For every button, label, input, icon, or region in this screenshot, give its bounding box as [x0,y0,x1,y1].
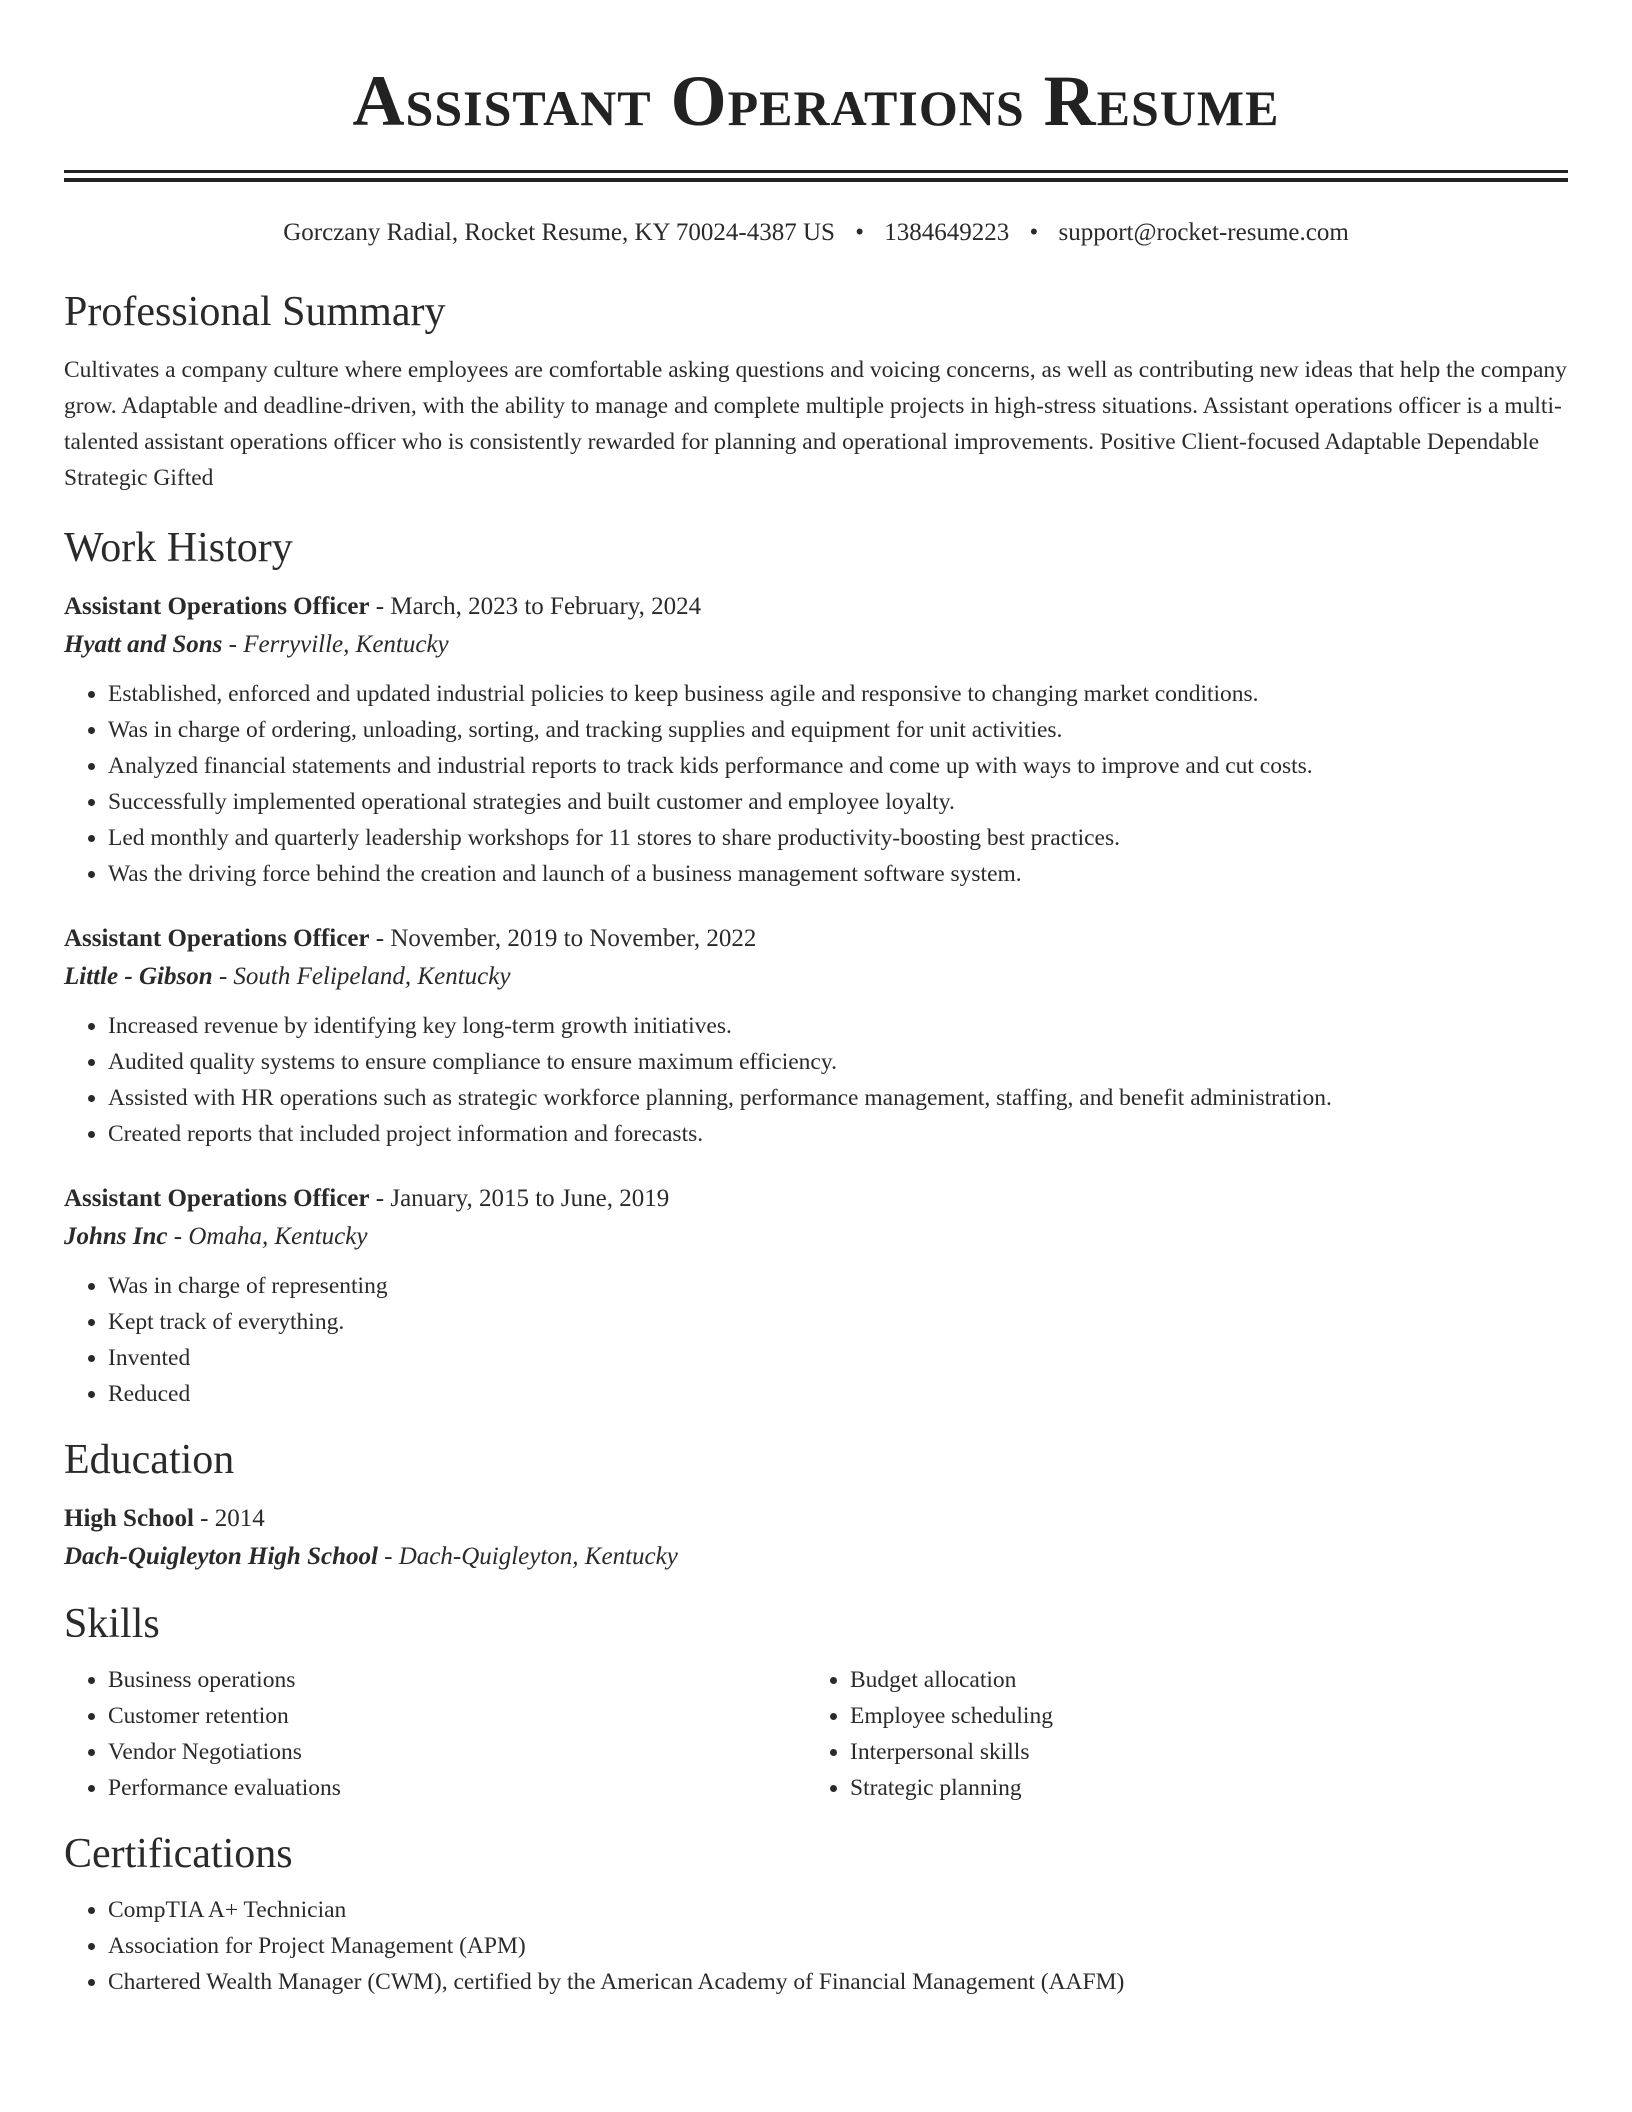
company-name: Johns Inc [64,1223,168,1250]
certification-item: • Chartered Wealth Manager (CWM), certified by the American Academy of Financial Management (AAFM) [108,1964,1568,2000]
job-title: Assistant Operations Officer [64,925,370,952]
company-line [64,626,1568,664]
job-dates: - January, 2015 to June, 2019 [369,1185,670,1212]
job-duties-list [64,1268,1568,1412]
skill-item: • Vendor Negotiations [108,1734,806,1770]
certification-item: • CompTIA A+ Technician [108,1892,1568,1928]
job-title-line [64,588,1568,626]
job-duties-list [64,676,1568,892]
job-duty: • Established, enforced and updated industrial policies to keep business agile and responsive to changing market conditions. [108,676,1568,712]
graduation-year: - 2014 [193,1505,265,1532]
job-duty: • Reduced [108,1376,1568,1412]
skills-heading: Skills [64,1601,160,1647]
degree: High School [64,1505,194,1532]
skill-item: • Business operations [108,1662,806,1698]
company-location: - Omaha, Kentucky [167,1223,368,1250]
contact-separator: • [1029,219,1039,246]
skills-list [64,1662,806,1806]
job-duty: • Was in charge of representing [108,1268,1568,1304]
company-name: Hyatt and Sons [64,631,223,658]
skills-column-right [806,1662,1548,1806]
skills-grid [64,1662,1568,1806]
skill-item: • Interpersonal skills [850,1734,1548,1770]
skill-item: • Employee scheduling [850,1698,1548,1734]
job-duty: • Kept track of everything. [108,1304,1568,1340]
job-duty: • Analyzed financial statements and industrial reports to track kids performance and come up with ways to improve and cut costs. [108,748,1568,784]
job-entry [64,588,1568,892]
education-heading: Education [64,1437,235,1483]
job-duty: • Was in charge of ordering, unloading, sorting, and tracking supplies and equipment for unit activities. [108,712,1568,748]
job-entry [64,1180,1568,1412]
skill-item: • Customer retention [108,1698,806,1734]
job-dates: - March, 2023 to February, 2024 [369,593,702,620]
job-duty: • Successfully implemented operational strategies and built customer and employee loyalty. [108,784,1568,820]
company-line [64,1218,1568,1256]
certifications-list [64,1892,1568,2000]
job-duty: • Increased revenue by identifying key long-term growth initiatives. [108,1008,1568,1044]
skills-column-left [64,1662,806,1806]
skill-item: • Budget allocation [850,1662,1548,1698]
job-dates: - November, 2019 to November, 2022 [369,925,757,952]
contact-line [64,216,1568,250]
work-history-heading: Work History [64,525,293,571]
degree-line [64,1500,1568,1538]
job-duty: • Invented [108,1340,1568,1376]
skills-list [806,1662,1548,1806]
certifications-heading: Certifications [64,1831,293,1877]
job-title: Assistant Operations Officer [64,1185,370,1212]
job-title-line [64,920,1568,958]
certification-item: • Association for Project Management (APM) [108,1928,1568,1964]
skill-item: • Strategic planning [850,1770,1548,1806]
title-divider [64,170,1568,182]
contact-phone: 1384649223 [884,219,1010,246]
contact-email: support@rocket-resume.com [1058,219,1349,246]
contact-address: Gorczany Radial, Rocket Resume, KY 70024-4387 US [283,219,835,246]
school-line [64,1538,1568,1576]
company-name: Little - Gibson [64,963,213,990]
job-duty: • Led monthly and quarterly leadership workshops for 11 stores to share productivity-boosting best practices. [108,820,1568,856]
resume-title: Assistant Operations Resume [352,61,1280,141]
summary-heading: Professional Summary [64,289,446,335]
education-entry [64,1500,1568,1576]
job-duty: • Was the driving force behind the creation and launch of a business management software system. [108,856,1568,892]
contact-separator: • [855,219,864,246]
summary-text: Cultivates a company culture where employees are comfortable asking questions and voicing concerns, as well as contributing new ideas that help the company grow. Adaptable and deadline-driven, with the ability to manage and complete multiple projects in high-stress situations. Assistant operations officer is a multi-talented assistant operations officer who is consistently rewarded for planning and operational improvements. Positive Client-focused Adaptable Dependable Strategic Gifted [64,357,1567,491]
job-duty: • Assisted with HR operations such as strategic workforce planning, performance management, staffing, and benefit administration. [108,1080,1568,1116]
job-duties-list [64,1008,1568,1152]
job-duty: • Audited quality systems to ensure compliance to ensure maximum efficiency. [108,1044,1568,1080]
school-location: - Dach-Quigleyton, Kentucky [377,1543,678,1570]
job-entry [64,920,1568,1152]
job-duty: • Created reports that included project information and forecasts. [108,1116,1568,1152]
company-line [64,958,1568,996]
company-location: - South Felipeland, Kentucky [212,963,511,990]
job-title-line [64,1180,1568,1218]
school-name: Dach-Quigleyton High School [64,1543,378,1570]
company-location: - Ferryville, Kentucky [222,631,449,658]
skill-item: • Performance evaluations [108,1770,806,1806]
job-title: Assistant Operations Officer [64,593,370,620]
